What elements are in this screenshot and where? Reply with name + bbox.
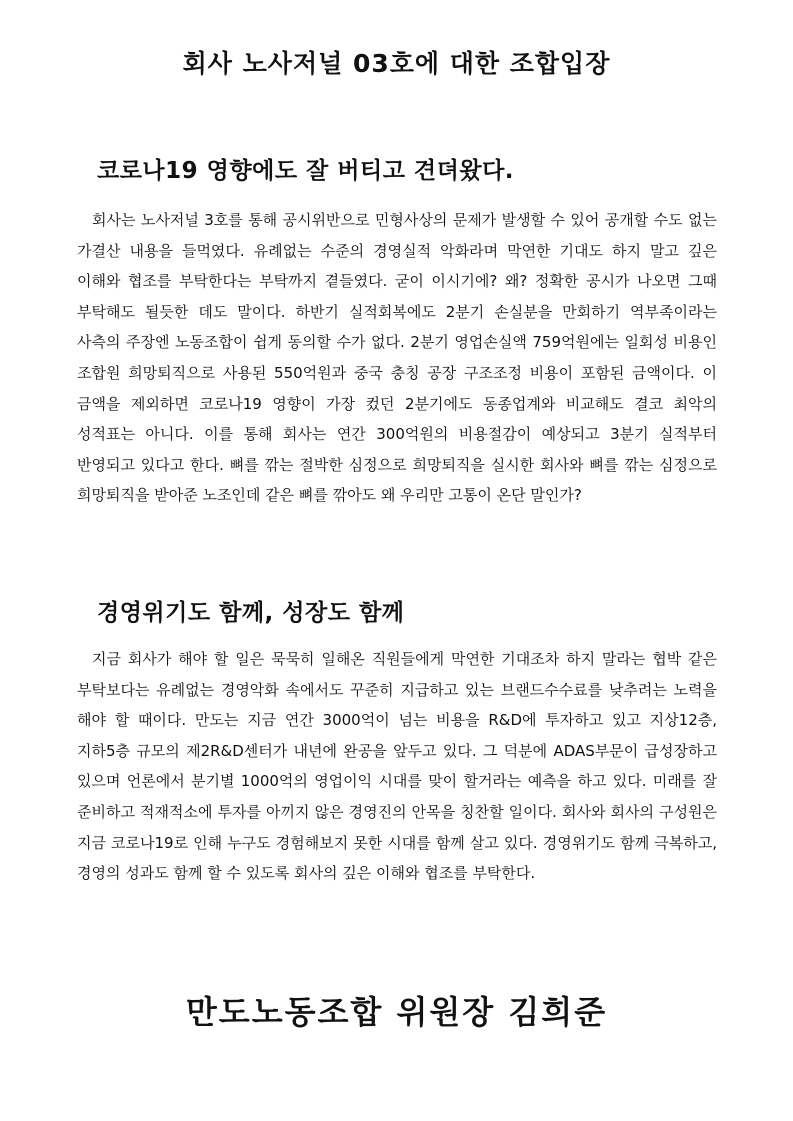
section-body-growth: 지금 회사가 해야 할 일은 묵묵히 일해온 직원들에게 막연한 기대조차 하지 말라는 협박 같은 부탁보다는 유례없는 경영악화 속에서도 꾸준히 지급하고 있는 브랜드수수료를 낮추려는 노력을 해야 할 때이다. 만도는 지금 연간 3000억이 넘는 비용을 R&D에 투자하고 있고 지상12층, 지하5층 규모의 제2R&D센터가 내년에 완공을 앞두고 있다. 그 덕분에 ADAS부문이 급성장하고 있으며 언론에서 분기별 1000억의 영업이익 시대를 맞이 할거라는 예측을 하고 있다. 미래를 잘 준비하고 적재적소에 투자를 아끼지 않은 경영진의 안목을 칭찬할 일이다. 회사와 회사의 구성원은 지금 코로나19로 인해 누구도 경험해보지 못한 시대를 함께 살고 있다. 경영위기도 함께 극복하고, 경영의 성과도 함께 할 수 있도록 회사의 깊은 이해와 협조를 부탁한다. bbox=[77, 650, 717, 883]
section-body-covid: 회사는 노사저널 3호를 통해 공시위반으로 민형사상의 문제가 발생할 수 있어 공개할 수도 없는 가결산 내용을 들먹였다. 유례없는 수준의 경영실적 악화라며 막연한 기대도 하지 말고 깊은 이해와 협조를 부탁한다는 부탁까지 곁들였다. 굳이 이시기에? 왜? 정확한 공시가 나오면 그때 부탁해도 될듯한 데도 말이다. 하반기 실적회복에도 2분기 손실분을 만회하기 역부족이라는 사측의 주장엔 노동조합이 쉽게 동의할 수가 없다. 2분기 영업손실액 759억원에는 일회성 비용인 조합원 희망퇴직으로 사용된 550억원과 중국 충칭 공장 구조조정 비용이 포함된 금액이다. 이 금액을 제외하면 코로나19 영향이 가장 컸던 2분기에도 동종업계와 비교해도 결코 최악의 성적표는 아니다. 이를 통해 회사는 연간 300억원의 비용절감이 예상되고 3분기 실적부터 반영되고 있다고 한다. 뼈를 깎는 절박한 심정으로 희망퇴직을 실시한 회사와 뼈를 깎는 심정으로 희망퇴직을 받아준 노조인데 같은 뼈를 깎아도 왜 우리만 고통이 온단 말인가? bbox=[77, 211, 717, 505]
document-title: 회사 노사저널 03호에 대한 조합입장 bbox=[182, 49, 611, 78]
section-heading-growth: 경영위기도 함께, 성장도 함께 bbox=[97, 600, 405, 626]
section-heading-covid: 코로나19 영향에도 잘 버티고 견뎌왔다. bbox=[97, 158, 515, 184]
signature: 만도노동조합 위원장 김희준 bbox=[185, 993, 608, 1031]
